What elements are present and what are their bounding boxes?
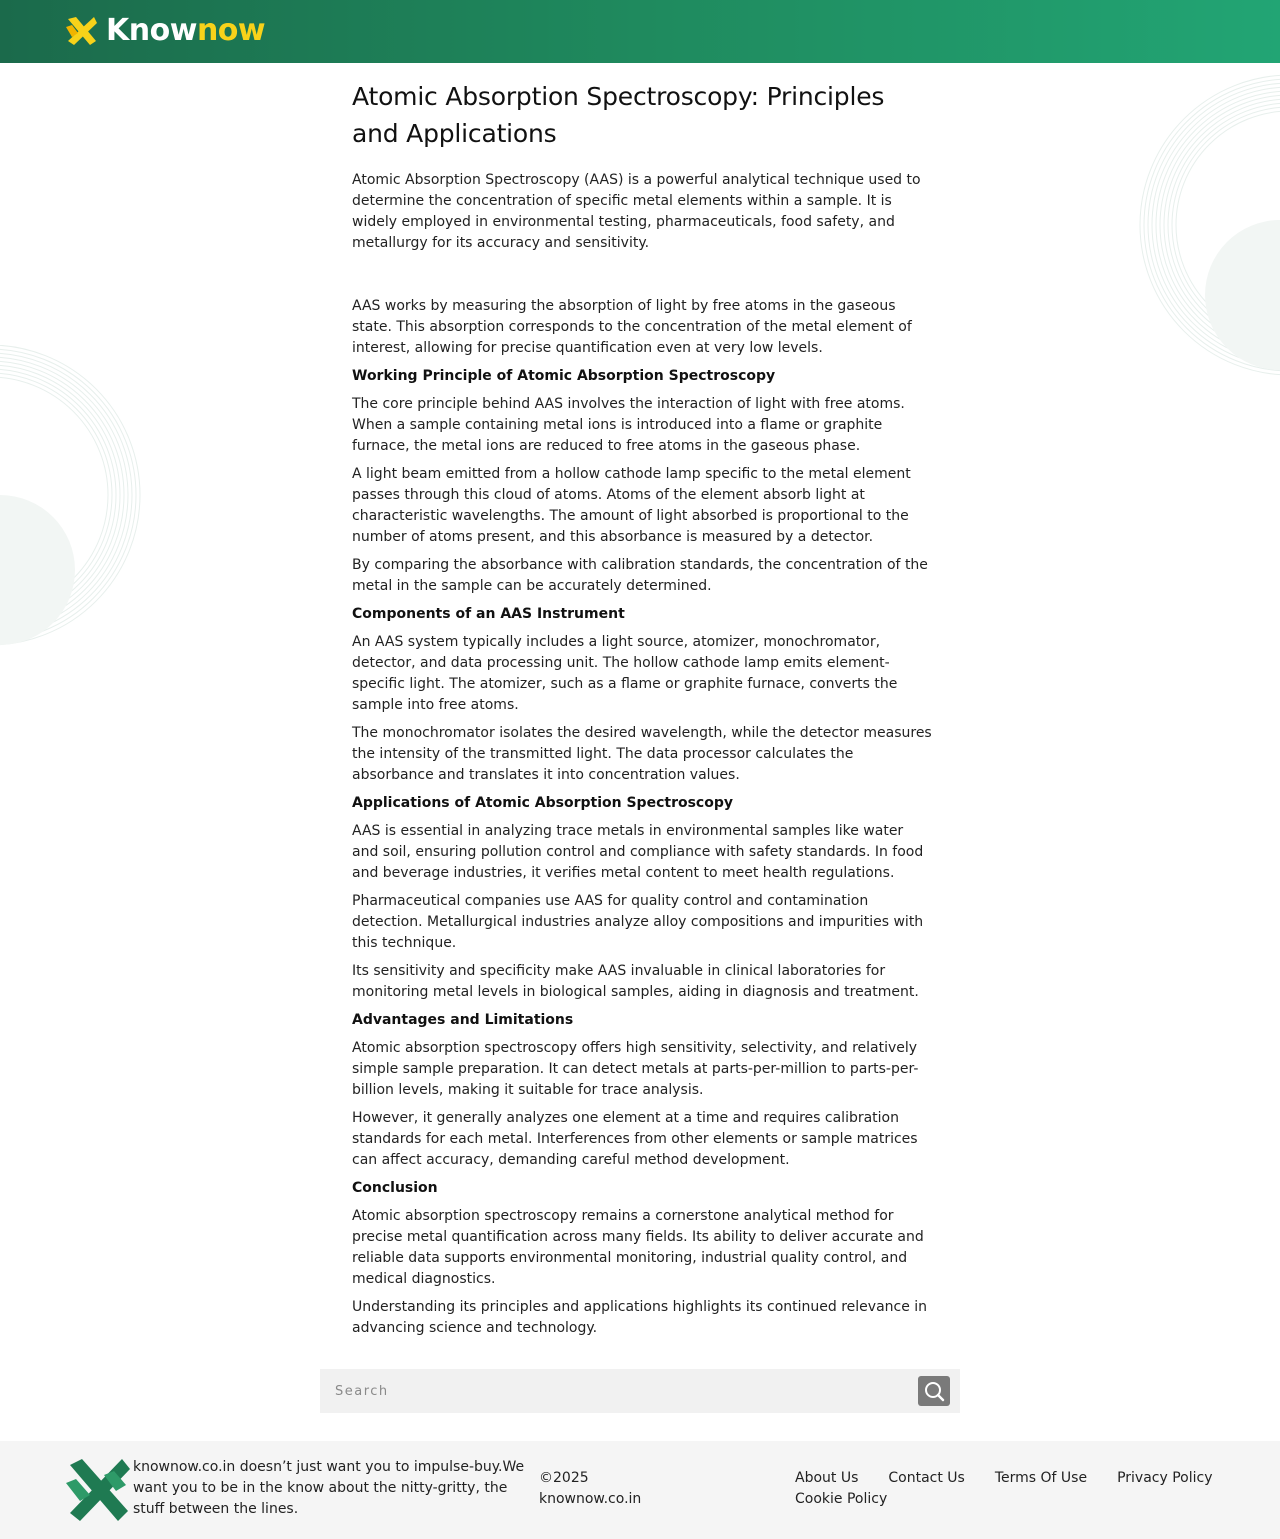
footer-copyright: ©2025 knownow.co.in <box>539 1470 642 1507</box>
article-paragraph: Its sensitivity and specificity make AAS invaluable in clinical laboratories for monitoring metal levels in biological samples, aiding in diagnosis and treatment. <box>352 963 919 1000</box>
footer-link-privacy[interactable]: Privacy Policy <box>1117 1470 1213 1486</box>
site-footer <box>0 1441 1280 1539</box>
search-input[interactable] <box>320 1368 918 1414</box>
decorative-arcs-right <box>1130 70 1280 390</box>
article-paragraph: An AAS system typically includes a light source, atomizer, monochromator, detector, and data processing unit. The hollow cathode lamp emits element-specific light. The atomizer, such as a flame or graphite furnace, converts the sample into free atoms. <box>352 634 898 713</box>
footer-link-cookie[interactable]: Cookie Policy <box>795 1491 888 1507</box>
logo-wordmark <box>106 13 265 49</box>
section-heading-conclusion: Conclusion <box>352 1180 438 1196</box>
article-intro: Atomic Absorption Spectroscopy (AAS) is a powerful analytical technique used to determine the concentration of specific metal elements within a sample. It is widely employed in environmental testing, pharmaceuticals, food safety, and metallurgy for its accuracy and sensitivity. <box>352 172 921 251</box>
footer-about-text: knownow.co.in doesn’t just want you to impulse-buy.We want you to be in the know about the nitty-gritty, the stuff between the lines. <box>133 1459 525 1517</box>
article-paragraph: Understanding its principles and applications highlights its continued relevance in advancing science and technology. <box>352 1299 928 1336</box>
article-paragraph: A light beam emitted from a hollow cathode lamp specific to the metal element passes through this cloud of atoms. Atoms of the element absorb light at characteristic wavelengths. The amount of light absorbed is proportional to the number of atoms present, and this absorbance is measured by a detector. <box>352 466 911 545</box>
section-heading-working: Working Principle of Atomic Absorption Spectroscopy <box>352 368 776 384</box>
search-icon <box>923 1380 945 1402</box>
article-paragraph: AAS works by measuring the absorption of light by free atoms in the gaseous state. This absorption corresponds to the concentration of the metal element of interest, allowing for precise quantification even at very low levels. <box>352 298 912 356</box>
footer-link-contact[interactable]: Contact Us <box>888 1470 965 1486</box>
article-paragraph: The core principle behind AAS involves the interaction of light with free atoms. When a sample containing metal ions is introduced into a flame or graphite furnace, the metal ions are reduced to free atoms in the gaseous phase. <box>352 396 905 454</box>
page-title: Atomic Absorption Spectroscopy: Principles and Applications <box>352 82 885 148</box>
search-button[interactable] <box>918 1376 950 1406</box>
site-logo[interactable] <box>64 13 265 49</box>
article-paragraph: AAS is essential in analyzing trace metals in environmental samples like water and soil, ensuring pollution control and compliance with safety standards. In food and beverage industries, it verifies metal content to meet health regulations. <box>352 823 924 881</box>
footer-link-about[interactable]: About Us <box>795 1470 859 1486</box>
search-bar <box>320 1369 960 1413</box>
footer-links <box>795 1468 1235 1510</box>
article-paragraph: Atomic absorption spectroscopy remains a cornerstone analytical method for precise metal quantification across many fields. Its ability to deliver accurate and reliable data supports environmental monitoring, industrial quality control, and medical diagnostics. <box>352 1208 924 1287</box>
footer-link-terms[interactable]: Terms Of Use <box>994 1470 1088 1486</box>
knownow-logo-icon <box>64 13 100 49</box>
site-header <box>0 0 1280 63</box>
section-heading-components: Components of an AAS Instrument <box>352 606 625 622</box>
article-paragraph: Atomic absorption spectroscopy offers high sensitivity, selectivity, and relatively simple sample preparation. It can detect metals at parts-per-million to parts-per-billion levels, making it suitable for trace analysis. <box>352 1040 919 1098</box>
section-heading-advantages: Advantages and Limitations <box>352 1012 574 1028</box>
decorative-arcs-left <box>0 345 145 655</box>
section-heading-applications: Applications of Atomic Absorption Spectroscopy <box>352 795 733 811</box>
logo-text-know: Know <box>106 13 197 48</box>
logo-text-now: now <box>196 13 266 48</box>
article-paragraph: However, it generally analyzes one element at a time and requires calibration standards for each metal. Interferences from other elements or sample matrices can affect accuracy, demanding careful method development. <box>352 1110 918 1168</box>
article <box>352 78 932 1346</box>
article-paragraph: By comparing the absorbance with calibration standards, the concentration of the metal in the sample can be accurately determined. <box>352 557 928 594</box>
article-paragraph: Pharmaceutical companies use AAS for quality control and contamination detection. Metallurgical industries analyze alloy compositions and impurities with this technique. <box>352 893 924 951</box>
article-paragraph: The monochromator isolates the desired wavelength, while the detector measures the intensity of the transmitted light. The data processor calculates the absorbance and translates it into concentration values. <box>352 725 932 783</box>
knownow-footer-logo-icon[interactable] <box>64 1455 134 1525</box>
